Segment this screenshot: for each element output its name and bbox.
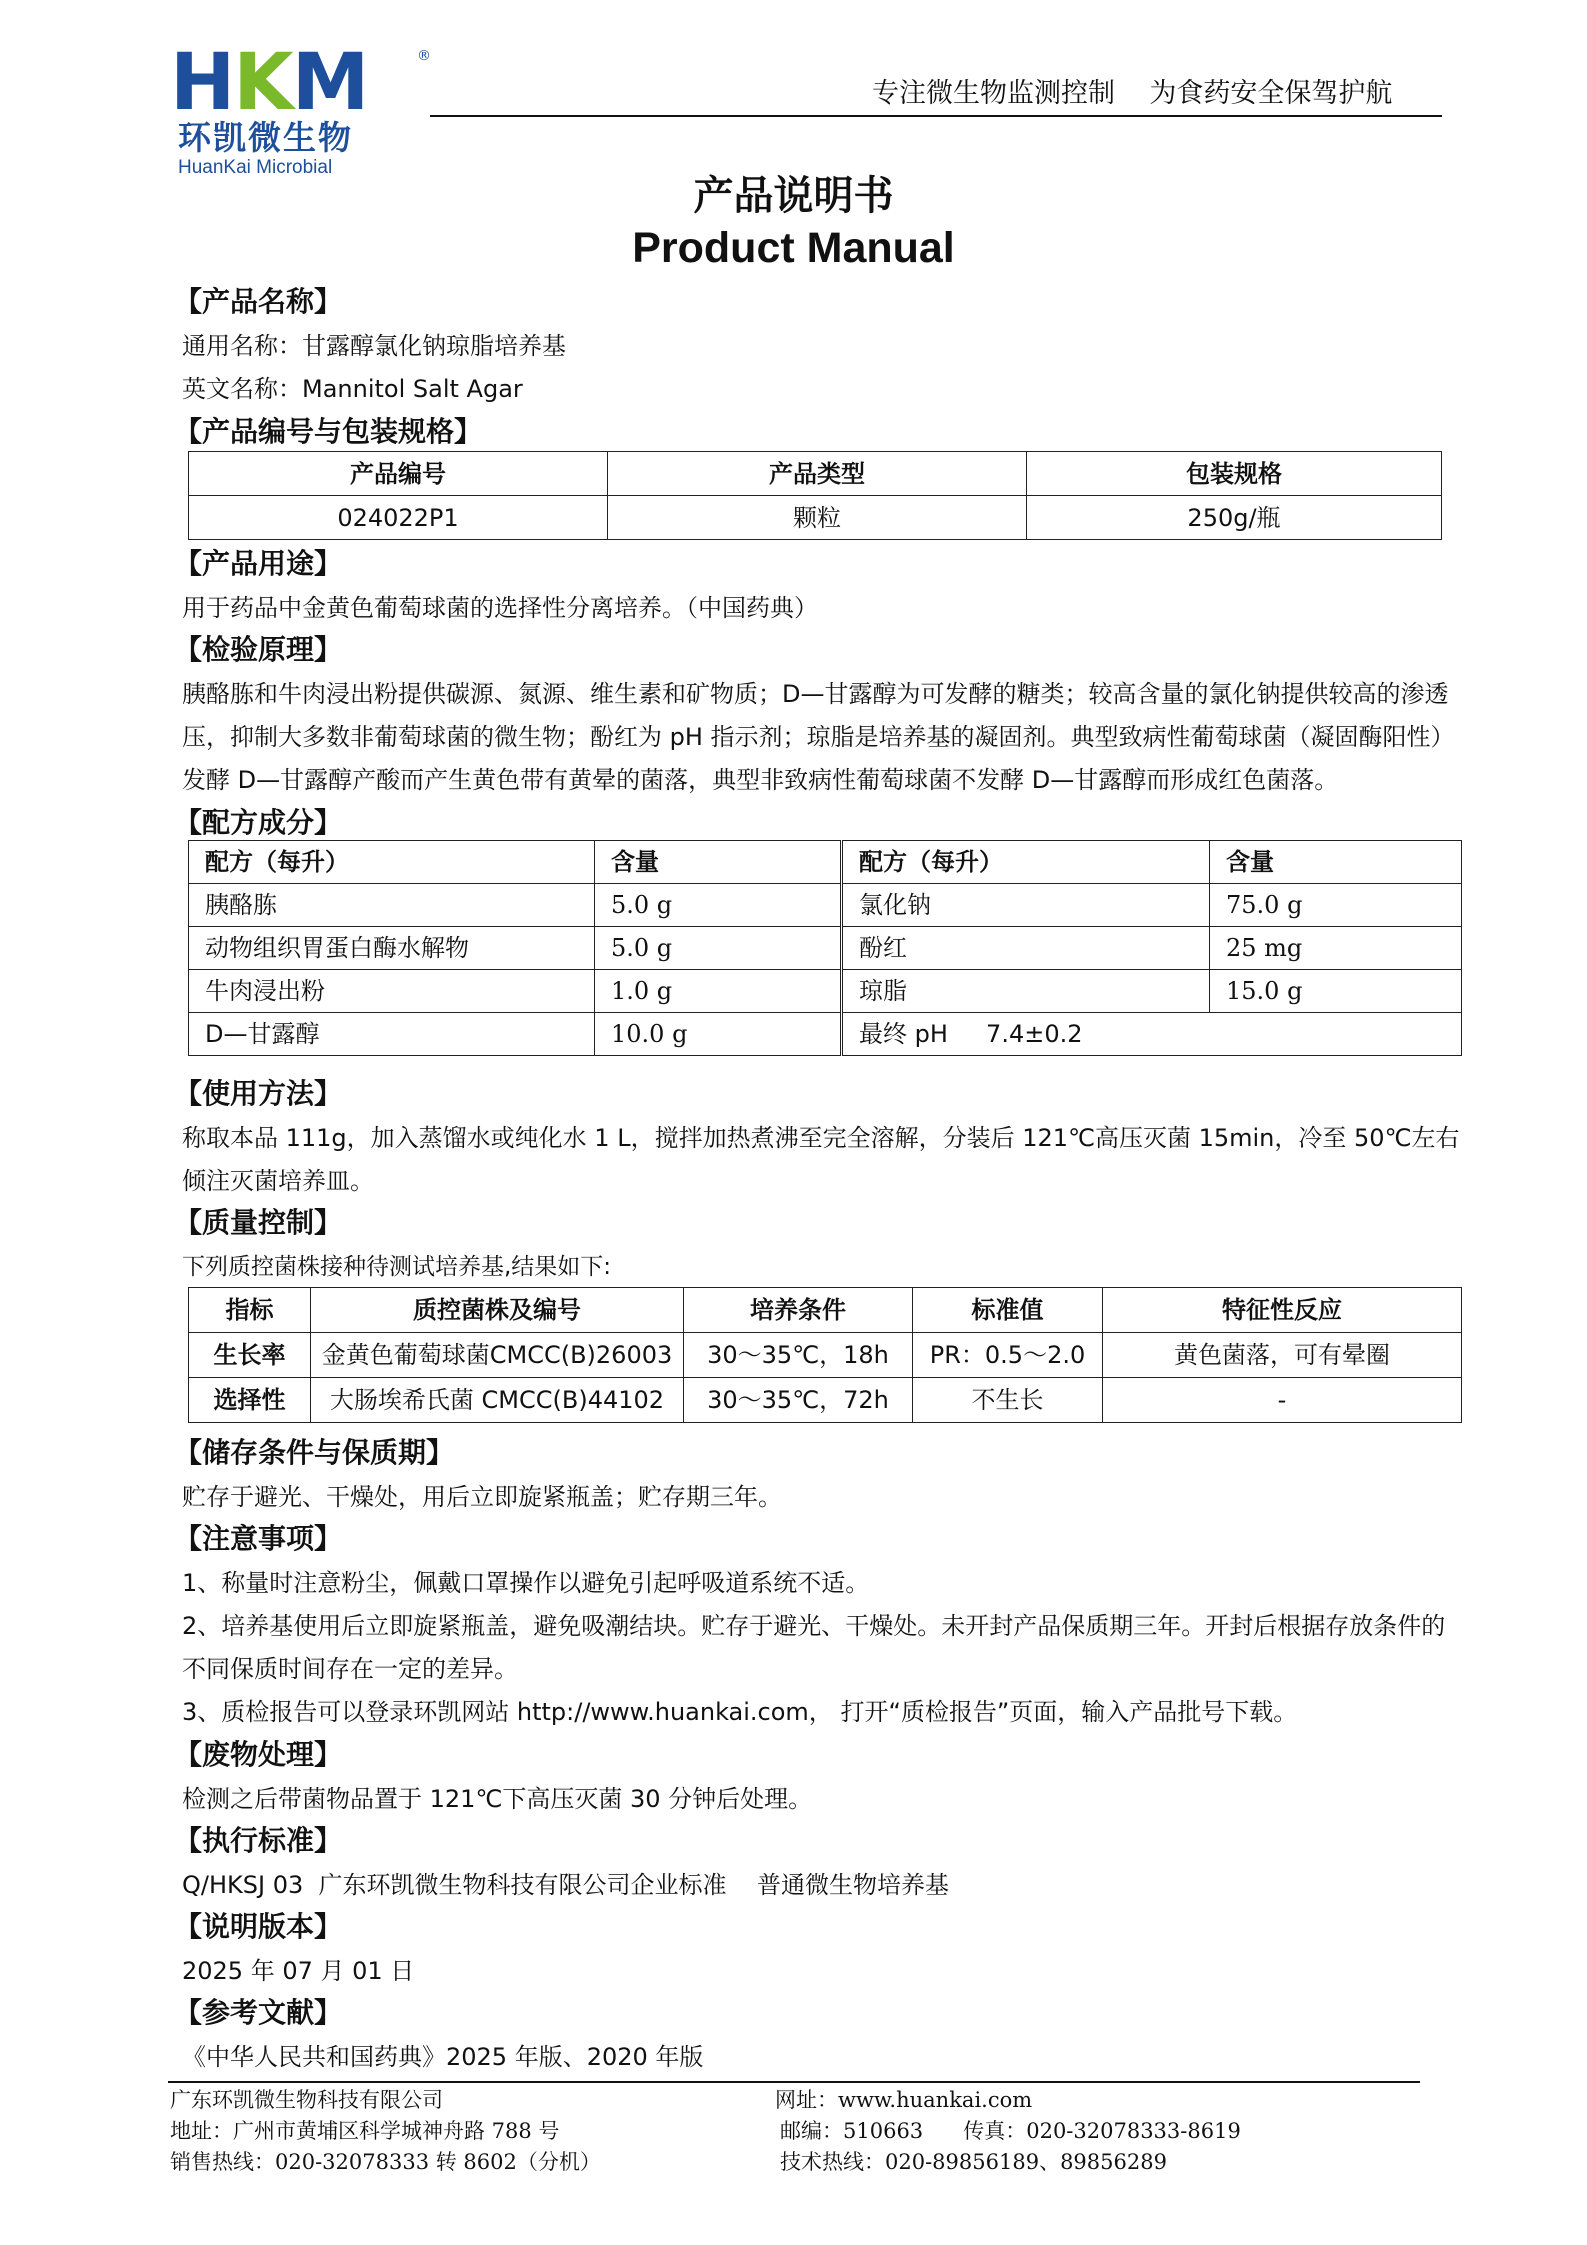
qc-reaction: 黄色菌落，可有晕圈 (1103, 1333, 1462, 1378)
logo-letter-k: K (233, 38, 292, 128)
logo-english-name: HuanKai Microbial (178, 157, 333, 178)
quality-control-table (188, 1287, 1462, 1423)
ingredient-name: 琼脂 (842, 970, 1210, 1013)
product-code: 024022P1 (189, 496, 608, 540)
qc-condition: 30～35℃，18h (684, 1333, 913, 1378)
footer-company: 广东环凯微生物科技有限公司 (170, 2088, 443, 2112)
formula-table (188, 840, 1462, 1056)
table-row (189, 1333, 1462, 1378)
qc-strain: 金黄色葡萄球菌CMCC(B)26003 (311, 1333, 684, 1378)
version-date: 2025 年 07 月 01 日 (182, 1957, 415, 1985)
note-line: 2、培养基使用后立即旋紧瓶盖，避免吸潮结块。贮存于避光、干燥处。未开封产品保质期三年。开封后根据存放条件的 (182, 1612, 1446, 1640)
note-line: 不同保质时间存在一定的差异。 (182, 1655, 518, 1683)
footer-website: 网址：www.huankai.com (775, 2088, 1033, 2112)
qc-intro: 下列质控菌株接种待测试培养基,结果如下: (182, 1254, 612, 1280)
ingredient-amount: 5.0 g (595, 884, 842, 927)
table-row (189, 970, 1462, 1013)
method-line: 称取本品 111g，加入蒸馏水或纯化水 1 L，搅拌加热煮沸至完全溶解，分装后 121℃高压灭菌 15min，冷至 50℃左右 (182, 1124, 1460, 1152)
table-header-cell: 指标 (189, 1288, 311, 1333)
principle-line: 胰酪胨和牛肉浸出粉提供碳源、氮源、维生素和矿物质；D—甘露醇为可发酵的糖类；较高含量的氯化钠提供较高的渗透 (182, 680, 1449, 708)
section-heading-references: 【参考文献】 (174, 1996, 343, 2029)
section-heading-packaging: 【产品编号与包装规格】 (174, 415, 483, 448)
header-slogan: 专注微生物监测控制 为食药安全保驾护航 (872, 78, 1393, 109)
logo-letter-h: H (170, 38, 234, 128)
page-title-chinese: 产品说明书 (693, 173, 894, 219)
section-heading-formula: 【配方成分】 (174, 806, 343, 839)
final-ph: 最终 pH 7.4±0.2 (842, 1013, 1462, 1056)
footer-sales-hotline: 销售热线：020-32078333 转 8602（分机） (170, 2150, 601, 2174)
footer-divider (168, 2081, 1420, 2083)
standard-text: Q/HKSJ 03 广东环凯微生物科技有限公司企业标准 普通微生物培养基 (182, 1871, 950, 1899)
registered-mark: ® (417, 48, 431, 64)
qc-indicator: 选择性 (189, 1378, 311, 1423)
table-header-cell: 含量 (595, 841, 842, 884)
qc-reaction: - (1103, 1378, 1462, 1423)
ingredient-amount: 15.0 g (1210, 970, 1462, 1013)
logo-letters (170, 38, 368, 128)
footer-postcode-fax: 邮编：510663 传真：020-32078333-8619 (780, 2119, 1241, 2143)
footer-address: 地址：广州市黄埔区科学城神舟路 788 号 (170, 2119, 560, 2143)
table-header-cell: 包装规格 (1027, 452, 1442, 496)
ingredient-amount: 25 mg (1210, 927, 1462, 970)
packaging-table (188, 451, 1442, 540)
common-name: 通用名称：甘露醇氯化钠琼脂培养基 (182, 332, 566, 360)
table-row (189, 496, 1442, 540)
company-logo (170, 38, 440, 178)
footer-tech-hotline: 技术热线：020-89856189、89856289 (780, 2150, 1167, 2174)
method-line: 倾注灭菌培养皿。 (182, 1167, 374, 1195)
page-title-english: Product Manual (632, 224, 955, 272)
section-heading-method: 【使用方法】 (174, 1077, 343, 1110)
ingredient-name: 酚红 (842, 927, 1210, 970)
table-header-row (189, 1288, 1462, 1333)
ingredient-amount: 1.0 g (595, 970, 842, 1013)
table-header-cell: 特征性反应 (1103, 1288, 1462, 1333)
table-header-cell: 配方（每升） (189, 841, 595, 884)
logo-letter-m: M (291, 38, 368, 128)
section-heading-version: 【说明版本】 (174, 1910, 343, 1943)
table-header-cell: 质控菌株及编号 (311, 1288, 684, 1333)
table-row (189, 1378, 1462, 1423)
package-size: 250g/瓶 (1027, 496, 1442, 540)
qc-standard: PR：0.5～2.0 (913, 1333, 1103, 1378)
table-header-cell: 产品类型 (608, 452, 1027, 496)
table-row (189, 1013, 1462, 1056)
section-heading-usage: 【产品用途】 (174, 547, 343, 580)
ingredient-amount: 5.0 g (595, 927, 842, 970)
ingredient-amount: 10.0 g (595, 1013, 842, 1056)
note-line: 1、称量时注意粉尘，佩戴口罩操作以避免引起呼吸道系统不适。 (182, 1569, 870, 1597)
table-header-row (189, 452, 1442, 496)
principle-line: 发酵 D—甘露醇产酸而产生黄色带有黄晕的菌落，典型非致病性葡萄球菌不发酵 D—甘露醇而形成红色菌落。 (182, 766, 1339, 794)
qc-indicator: 生长率 (189, 1333, 311, 1378)
table-header-cell: 标准值 (913, 1288, 1103, 1333)
note-line: 3、质检报告可以登录环凯网站 http://www.huankai.com， 打开“质检报告”页面，输入产品批号下载。 (182, 1698, 1298, 1726)
ingredient-name: 胰酪胨 (189, 884, 595, 927)
logo-chinese-name: 环凯微生物 (178, 118, 353, 157)
table-header-cell: 产品编号 (189, 452, 608, 496)
table-header-cell: 含量 (1210, 841, 1462, 884)
table-row (189, 927, 1462, 970)
ingredient-name: 动物组织胃蛋白酶水解物 (189, 927, 595, 970)
english-name: 英文名称：Mannitol Salt Agar (182, 375, 523, 403)
section-heading-notes: 【注意事项】 (174, 1522, 343, 1555)
storage-text: 贮存于避光、干燥处，用后立即旋紧瓶盖；贮存期三年。 (182, 1483, 782, 1511)
table-header-row (189, 841, 1462, 884)
section-heading-quality-control: 【质量控制】 (174, 1206, 343, 1239)
principle-line: 压，抑制大多数非葡萄球菌的微生物；酚红为 pH 指示剂；琼脂是培养基的凝固剂。典型致病性葡萄球菌（凝固酶阳性） (182, 723, 1455, 751)
table-row (189, 884, 1462, 927)
section-heading-storage: 【储存条件与保质期】 (174, 1436, 455, 1469)
section-heading-disposal: 【废物处理】 (174, 1738, 343, 1771)
qc-standard: 不生长 (913, 1378, 1103, 1423)
header-divider (430, 115, 1442, 117)
section-heading-principle: 【检验原理】 (174, 633, 343, 666)
section-heading-product-name: 【产品名称】 (174, 285, 343, 318)
table-header-cell: 配方（每升） (842, 841, 1210, 884)
ingredient-name: 牛肉浸出粉 (189, 970, 595, 1013)
ingredient-name: D—甘露醇 (189, 1013, 595, 1056)
ingredient-amount: 75.0 g (1210, 884, 1462, 927)
references-text: 《中华人民共和国药典》2025 年版、2020 年版 (182, 2043, 704, 2071)
product-type: 颗粒 (608, 496, 1027, 540)
section-heading-standard: 【执行标准】 (174, 1824, 343, 1857)
ingredient-name: 氯化钠 (842, 884, 1210, 927)
table-header-cell: 培养条件 (684, 1288, 913, 1333)
disposal-text: 检测之后带菌物品置于 121℃下高压灭菌 30 分钟后处理。 (182, 1785, 813, 1813)
usage-text: 用于药品中金黄色葡萄球菌的选择性分离培养。（中国药典） (182, 594, 818, 622)
qc-condition: 30～35℃，72h (684, 1378, 913, 1423)
qc-strain: 大肠埃希氏菌 CMCC(B)44102 (311, 1378, 684, 1423)
